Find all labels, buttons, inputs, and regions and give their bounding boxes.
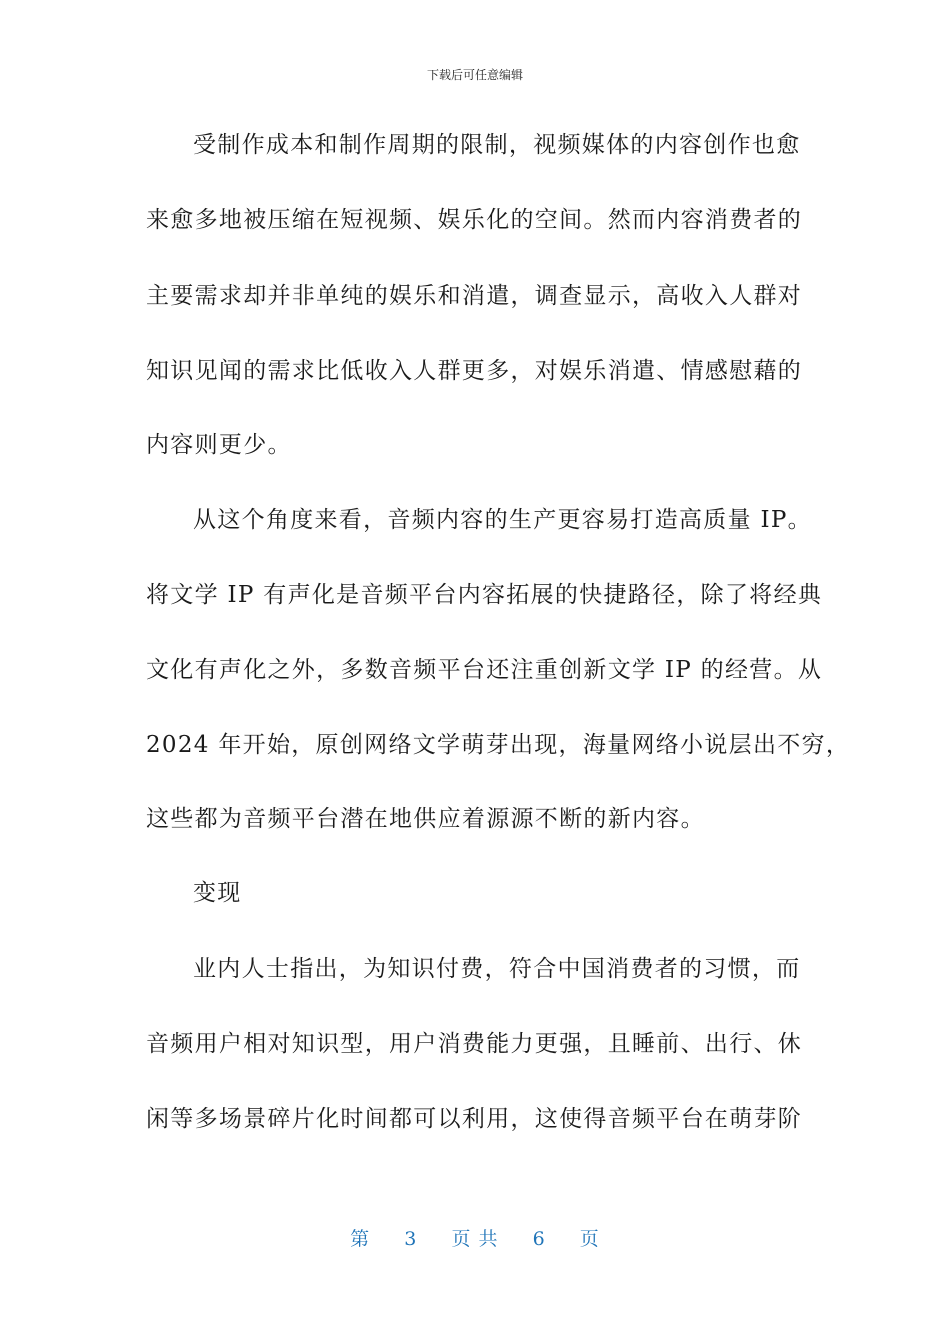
text-line: 文化有声化之外，多数音频平台还注重创新文学 IP 的经营。从 — [146, 657, 823, 683]
text-line: 2024 年开始，原创网络文学萌芽出现，海量网络小说层出不穷， — [146, 732, 851, 758]
text-line: 受制作成本和制作周期的限制，视频媒体的内容创作也愈 — [193, 132, 801, 158]
text-line: 闲等多场景碎片化时间都可以利用，这使得音频平台在萌芽阶 — [146, 1106, 803, 1132]
text-line: 内容则更少。 — [146, 432, 292, 458]
total-pages-number: 6 — [532, 1228, 546, 1250]
current-page-number: 3 — [404, 1228, 418, 1250]
section-heading: 变现 — [193, 880, 242, 906]
page-label: 第 — [350, 1228, 371, 1250]
text-line: 业内人士指出，为知识付费，符合中国消费者的习惯，而 — [193, 956, 801, 982]
text-line: 音频用户相对知识型，用户消费能力更强，且睡前、出行、休 — [146, 1031, 803, 1057]
text-line: 来愈多地被压缩在短视频、娱乐化的空间。然而内容消费者的 — [146, 207, 803, 233]
text-line: 将文学 IP 有声化是音频平台内容拓展的快捷路径，除了将经典 — [146, 582, 823, 608]
text-line: 从这个角度来看，音频内容的生产更容易打造高质量 IP。 — [193, 507, 812, 533]
page-header: 下载后可任意编辑 — [426, 68, 523, 82]
text-line: 主要需求却并非单纯的娱乐和消遣，调查显示，高收入人群对 — [146, 283, 803, 309]
page-footer — [0, 1226, 950, 1252]
text-line: 知识见闻的需求比低收入人群更多，对娱乐消遣、情感慰藉的 — [146, 358, 803, 384]
total-label: 页 共 — [451, 1228, 499, 1250]
text-line: 这些都为音频平台潜在地供应着源源不断的新内容。 — [146, 806, 705, 832]
page-suffix: 页 — [579, 1228, 600, 1250]
